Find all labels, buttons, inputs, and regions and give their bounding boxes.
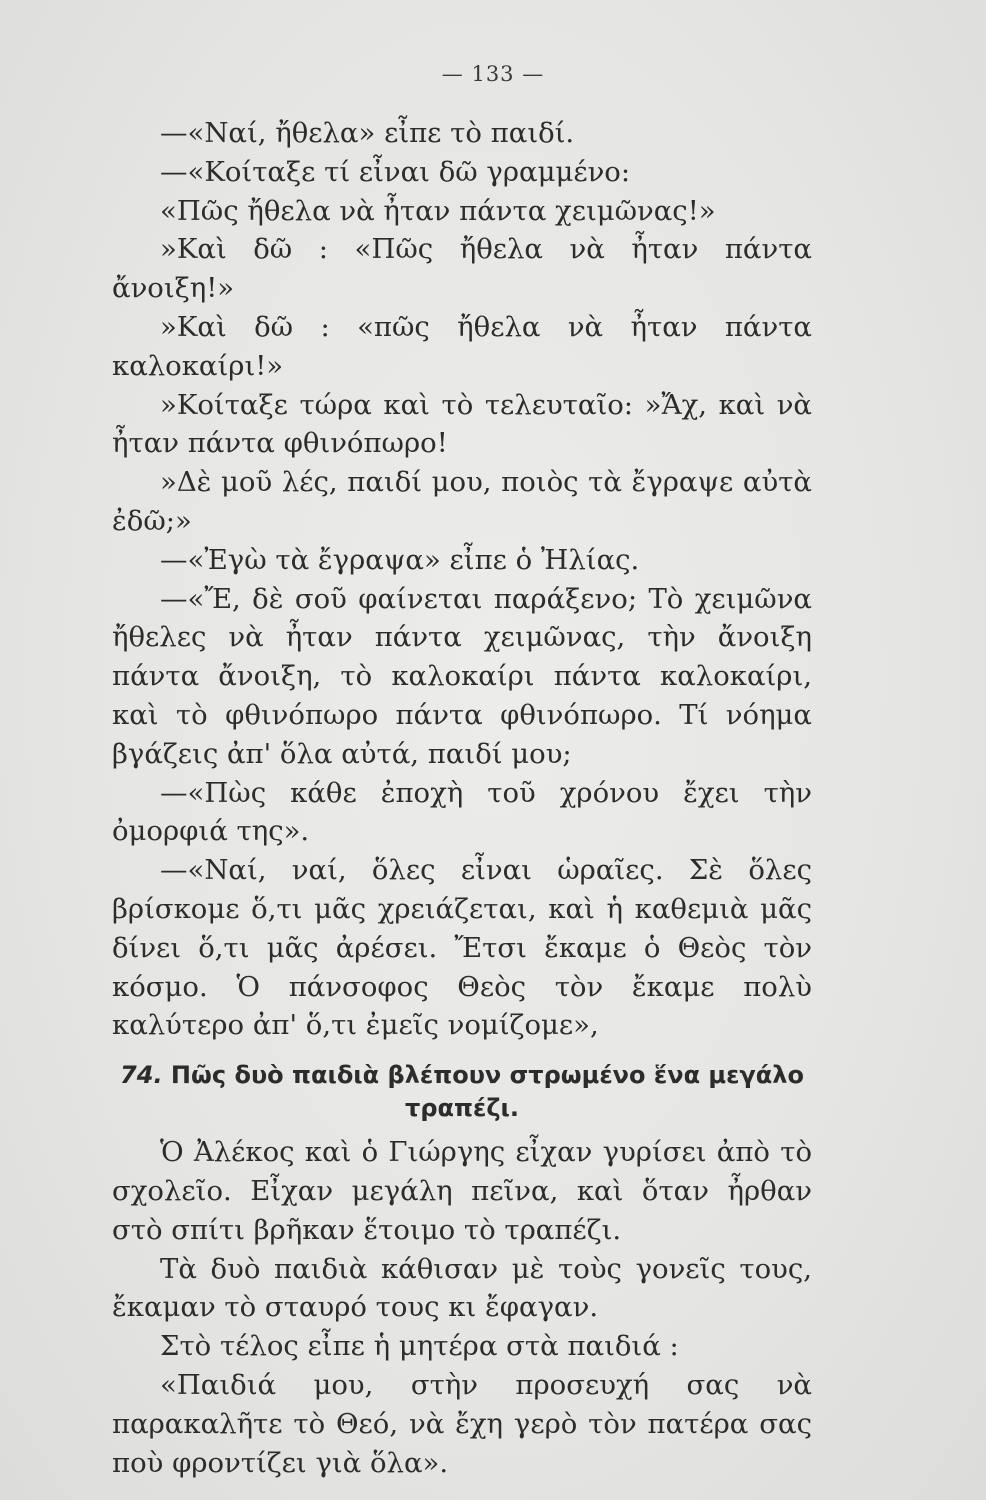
paragraph: Τὰ δυὸ παιδιὰ κάθισαν μὲ τοὺς γονεῖς τους, ἔκαμαν τὸ σταυρό τους κι ἔφαγαν. — [112, 1252, 812, 1324]
page-number: — 133 — — [441, 62, 545, 86]
page-text — [112, 114, 812, 1482]
paragraph: «Πῶς ἤθελα νὰ ἦταν πάντα χειμῶνας!» — [160, 194, 716, 227]
paragraph: —«Ναί, ναί, ὅλες εἶναι ὡραῖες. Σὲ ὅλες βρίσκομε ὅ,τι μᾶς χρειάζεται, καὶ ἡ καθεμιὰ μᾶς δίνει ὅ,τι μᾶς ἀρέσει. Ἔτσι ἔκαμε ὁ Θεὸς τὸν κόσμο. Ὁ πάνσοφος Θεὸς τὸν ἔκαμε πολὺ καλύτερο ἀπ' ὅ,τι ἐμεῖς νομίζομε», — [112, 854, 812, 1042]
story-section — [112, 1133, 812, 1482]
paragraph: —«Ναί, ἤθελα» εἶπε τὸ παιδί. — [160, 117, 575, 149]
paragraph: »Καὶ δῶ : «Πῶς ἤθελα νὰ ἦταν πάντα ἄνοιξη!» — [112, 233, 812, 305]
paragraph: —«Ἐγὼ τὰ ἔγραψα» εἶπε ὁ Ἠλίας. — [160, 543, 640, 576]
paragraph: »Καὶ δῶ : «πῶς ἤθελα νὰ ἦταν πάντα καλοκαίρι!» — [112, 310, 812, 382]
paragraph: —«Ἔ, δὲ σοῦ φαίνεται παράξενο; Τὸ χειμῶνα ἤθελες νὰ ἦταν πάντα χειμῶνας, τὴν ἄνοιξη πάντα ἄνοιξη, τὸ καλοκαίρι πάντα καλοκαίρι, καὶ τὸ φθινόπωρο πάντα φθινόπωρο. Τί νόημα βγάζεις ἀπ' ὅλα αὐτά, παιδί μου; — [112, 582, 812, 770]
paragraph: Ὁ Ἀλέκος καὶ ὁ Γιώργης εἶχαν γυρίσει ἀπὸ τὸ σχολεῖο. Εἶχαν μεγάλη πεῖνα, καὶ ὅταν ἦρθαν στὸ σπίτι βρῆκαν ἕτοιμο τὸ τραπέζι. — [112, 1136, 812, 1246]
section-number: 74. — [120, 1061, 163, 1090]
paragraph: —«Πὼς κάθε ἐποχὴ τοῦ χρόνου ἔχει τὴν ὀμορφιά της». — [112, 776, 812, 848]
paragraph: —«Κοίταξε τί εἶναι δῶ γραμμένο: — [160, 155, 631, 188]
section-heading — [112, 1059, 812, 1125]
dialogue-section — [112, 114, 812, 1045]
paragraph: »Δὲ μοῦ λές, παιδί μου, ποιὸς τὰ ἔγραψε αὐτὰ ἐδῶ;» — [112, 466, 812, 537]
paragraph: «Παιδιά μου, στὴν προσευχή σας νὰ παρακαλῆτε τὸ Θεό, νὰ ἔχη γερὸ τὸν πατέρα σας ποὺ φροντίζει γιὰ ὅλα». — [112, 1368, 812, 1479]
paragraph: Στὸ τέλος εἶπε ἡ μητέρα στὰ παιδιά : — [160, 1330, 679, 1363]
section-title: Πῶς δυὸ παιδιὰ βλέπουν στρωμένο ἕνα μεγάλο τραπέζι. — [170, 1061, 804, 1123]
paragraph: »Κοίταξε τώρα καὶ τὸ τελευταῖο: »Ἄχ, καὶ νὰ ἦταν πάντα φθινόπωρο! — [112, 388, 812, 460]
